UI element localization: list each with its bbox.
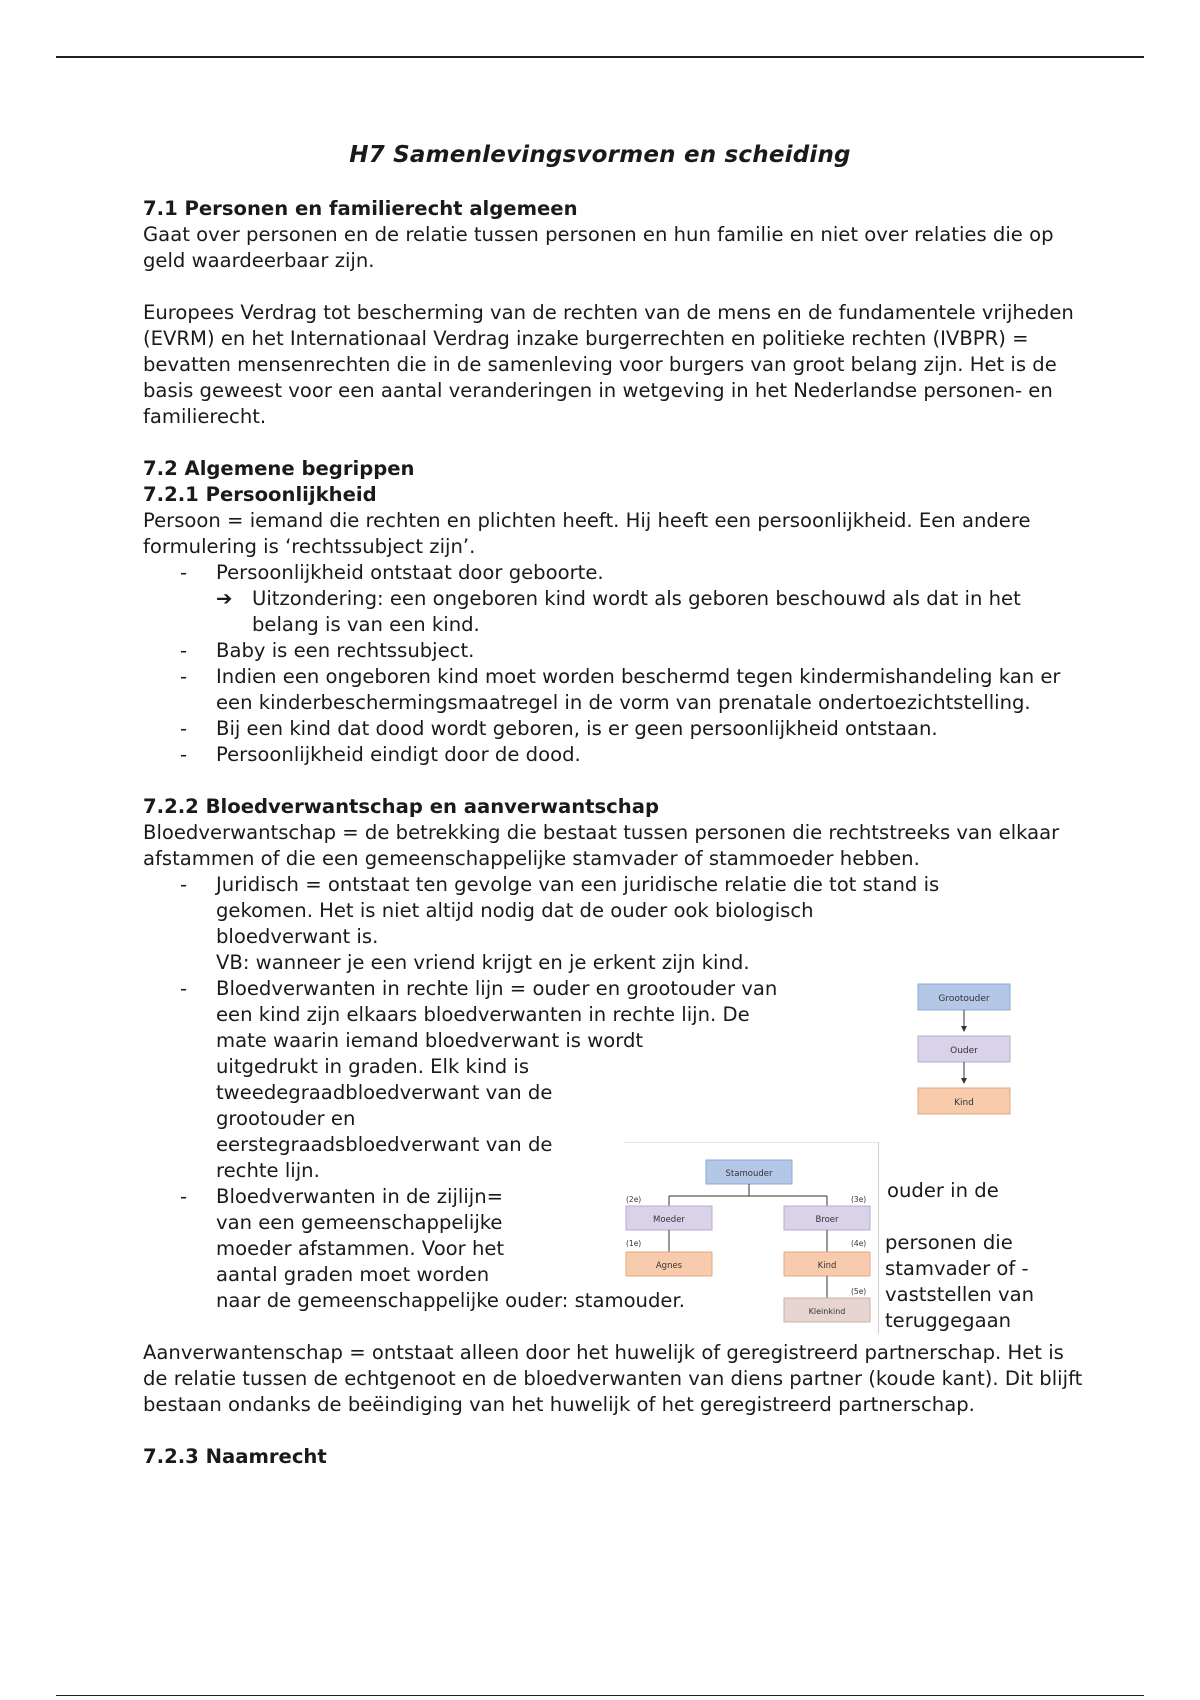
- svg-text:Agnes: Agnes: [655, 1261, 683, 1271]
- degree-label: (2e): [626, 1195, 642, 1204]
- list-item: - Bij een kind dat dood wordt geboren, is er geen persoonlijkheid ontstaan.: [180, 717, 938, 740]
- svg-text:Broer: Broer: [815, 1215, 839, 1225]
- section-7-1-paragraph-1: Gaat over personen en de relatie tussen personen en hun familie en niet over relaties die op geld waardeerbaar zijn.: [143, 223, 1054, 272]
- degree-label: (4e): [851, 1239, 867, 1248]
- list-item: - Baby is een rechtssubject.: [180, 639, 475, 662]
- section-7-2-1-heading: 7.2.1 Persoonlijkheid: [143, 483, 377, 506]
- wrap-text-right: teruggegaan: [885, 1309, 1012, 1332]
- degree-label: (5e): [851, 1287, 867, 1296]
- dash-bullet: -: [180, 639, 188, 662]
- lineage-diagram-rechte-lijn: [914, 980, 1014, 1120]
- dash-bullet: -: [180, 873, 188, 896]
- wrap-text-right: personen die: [885, 1231, 1013, 1254]
- list-item: - Bloedverwanten in rechte lijn = ouder en grootouder van een kind zijn elkaars bloedverwanten in rechte lijn. De mate waarin iemand bloedverwant is wordt uitgedrukt in graden. Elk kind is tweedegraadbloedverwant van de grootouder en eerstegraadsbloedverwant van de rechte lijn.: [180, 977, 778, 1182]
- section-7-2-heading: 7.2 Algemene begrippen: [143, 457, 415, 480]
- dash-bullet: -: [180, 665, 188, 688]
- list-item: - Bloedverwanten in de zijlijn= van een gemeenschappelijke moeder afstammen. Voor het aantal graden moet worden naar de gemeenschappelijke ouder: stamouder.: [180, 1185, 685, 1312]
- list-item: - Juridisch = ontstaat ten gevolge van een juridische relatie die tot stand is gekomen. Het is niet altijd nodig dat de ouder ook biologisch bloedverwant is. VB: wanneer je een vriend krijgt en je erkent zijn kind.: [180, 873, 940, 974]
- dash-bullet: -: [180, 743, 188, 766]
- dash-bullet: -: [180, 717, 188, 740]
- family-tree-zijlijn: [623, 1142, 879, 1334]
- svg-text:Moeder: Moeder: [653, 1215, 685, 1225]
- arrow-down-icon: [961, 1078, 967, 1084]
- persoonlijkheid-list: [143, 560, 1083, 768]
- svg-text:Stamouder: Stamouder: [725, 1169, 773, 1179]
- section-7-2-1-paragraph: Persoon = iemand die rechten en plichten heeft. Hij heeft een persoonlijkheid. Een andere formulering is ‘rechtssubject zijn’.: [143, 509, 1031, 558]
- section-7-2-2-heading: 7.2.2 Bloedverwantschap en aanverwantschap: [143, 795, 659, 818]
- degree-label: (3e): [851, 1195, 867, 1204]
- bottom-rule: [56, 1695, 1144, 1696]
- wrap-text-right: ouder in de: [887, 1179, 999, 1202]
- arrow-note: ➔ Uitzondering: een ongeboren kind wordt als geboren beschouwd als dat in het belang is van een kind.: [216, 587, 1021, 636]
- list-item: - Persoonlijkheid eindigt door de dood.: [180, 743, 581, 766]
- list-item: - Indien een ongeboren kind moet worden beschermd tegen kindermishandeling kan er een kinderbeschermingsmaatregel in de vorm van prenatale ondertoezichtstelling.: [180, 665, 1061, 714]
- dash-bullet: -: [180, 1185, 188, 1208]
- box-label: Kind: [954, 1098, 974, 1108]
- section-7-1-paragraph-2: Europees Verdrag tot bescherming van de rechten van de mens en de fundamentele vrijheden (EVRM) en het Internationaal Verdrag inzake burgerrechten en politieke rechten (IVBPR) = bevatten mensenrechten die in de samenleving voor burgers van groot belang zijn. Het is de basis geweest voor een aantal veranderingen in wetgeving in het Nederlandse personen- en familierecht.: [143, 301, 1074, 428]
- section-7-2-2-paragraph-2: Aanverwantenschap = ontstaat alleen door het huwelijk of geregistreerd partnerschap. Het is de relatie tussen de echtgenoot en de bloedverwanten van diens partner (koude kant). Dit blijft bestaan ondanks de beëindiging van het huwelijk of het geregistreerd partnerschap.: [143, 1341, 1083, 1416]
- section-7-2-2-paragraph-1: Bloedverwantschap = de betrekking die bestaat tussen personen die rechtstreeks van elkaar afstammen of die een gemeenschappelijke stamvader of stammoeder hebben.: [143, 821, 1060, 870]
- list-item: - Persoonlijkheid ontstaat door geboorte. ➔ Uitzondering: een ongeboren kind wordt als geboren beschouwd als dat in het belang is van een kind.: [143, 560, 1083, 638]
- svg-text:Kleinkind: Kleinkind: [808, 1307, 846, 1316]
- dash-bullet: -: [180, 561, 188, 584]
- box-label: Ouder: [950, 1046, 978, 1056]
- section-7-1-heading: 7.1 Personen en familierecht algemeen: [143, 197, 578, 220]
- box-label: Grootouder: [938, 994, 990, 1004]
- dash-bullet: -: [180, 977, 188, 1000]
- svg-text:Kind: Kind: [817, 1261, 837, 1271]
- wrap-text-right: vaststellen van: [885, 1283, 1035, 1306]
- degree-label: (1e): [626, 1239, 642, 1248]
- section-7-2-3-heading: 7.2.3 Naamrecht: [143, 1445, 327, 1468]
- arrow-icon: ➔: [216, 587, 233, 610]
- page-title: H7 Samenlevingsvormen en scheiding: [349, 142, 851, 168]
- arrow-down-icon: [961, 1026, 967, 1032]
- top-rule: [56, 56, 1144, 58]
- wrap-text-right: stamvader of -: [885, 1257, 1029, 1280]
